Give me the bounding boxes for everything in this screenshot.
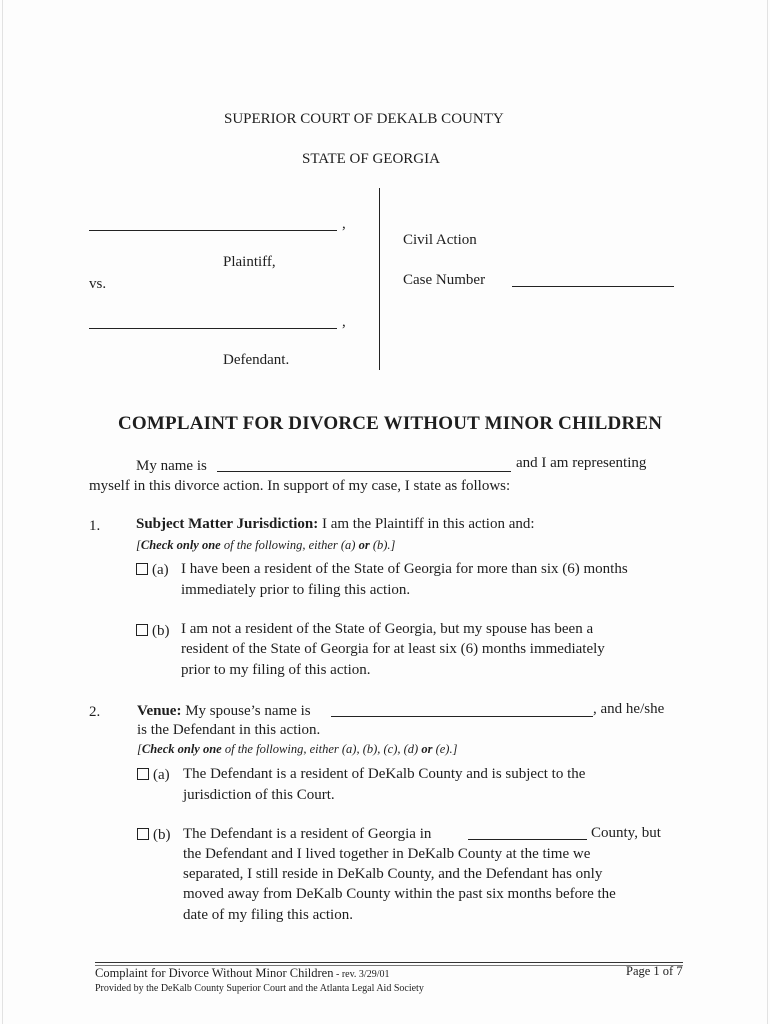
option-1a-label: (a) bbox=[152, 562, 169, 578]
option-1a-text-1: I have been a resident of the State of Georgia for more than six (6) months bbox=[181, 561, 628, 577]
instr2-or: or bbox=[421, 742, 433, 756]
footer-form-title bbox=[95, 966, 390, 981]
state-heading: STATE OF GEORGIA bbox=[302, 151, 440, 167]
section-1-heading-bold: Subject Matter Jurisdiction: bbox=[136, 516, 319, 532]
checkbox-2b[interactable] bbox=[137, 828, 149, 840]
section-2-option-b[interactable] bbox=[137, 827, 171, 844]
section-1-option-b[interactable] bbox=[136, 623, 170, 640]
footer-provided-by: Provided by the DeKalb County Superior Court and the Atlanta Legal Aid Society bbox=[95, 983, 424, 994]
instr2-open: [ bbox=[137, 742, 142, 756]
option-2a-text-1: The Defendant is a resident of DeKalb County and is subject to the bbox=[183, 766, 586, 782]
defendant-comma: , bbox=[342, 314, 346, 330]
option-2b-text-5: date of my filing this action. bbox=[183, 907, 353, 923]
scan-edge-right bbox=[767, 0, 768, 1024]
vs-label: vs. bbox=[89, 276, 107, 292]
section-1-option-a[interactable] bbox=[136, 562, 169, 579]
section-2-line-2: is the Defendant in this action. bbox=[137, 722, 321, 738]
section-2-option-a[interactable] bbox=[137, 767, 170, 784]
footer-revision: - rev. 3/29/01 bbox=[333, 969, 390, 980]
intro-representing: and I am representing bbox=[516, 455, 647, 471]
option-2b-text-2: the Defendant and I lived together in DeKalb County at the time we bbox=[183, 846, 591, 862]
section-2-heading-bold: Venue: bbox=[137, 703, 182, 719]
defendant-label: Defendant. bbox=[223, 352, 290, 368]
section-2-heading bbox=[137, 703, 311, 720]
option-1b-text-3: prior to my filing of this action. bbox=[181, 662, 371, 678]
option-1b-text-1: I am not a resident of the State of Georgia, but my spouse has been a bbox=[181, 621, 594, 637]
checkbox-1a[interactable] bbox=[136, 563, 148, 575]
caption-divider bbox=[379, 188, 380, 370]
instr2-bold: Check only one bbox=[141, 742, 222, 756]
section-2-instruction bbox=[137, 742, 457, 757]
section-2-heading-end: , and he/she bbox=[593, 701, 665, 717]
section-1-heading-rest: I am the Plaintiff in this action and: bbox=[318, 516, 535, 532]
section-1-number: 1. bbox=[89, 518, 101, 534]
option-2a-text-2: jurisdiction of this Court. bbox=[183, 787, 335, 803]
court-heading: SUPERIOR COURT OF DEKALB COUNTY bbox=[224, 111, 504, 127]
plaintiff-name-line[interactable] bbox=[89, 230, 337, 231]
intro-line-2: myself in this divorce action. In support of my case, I state as follows: bbox=[89, 478, 511, 494]
option-2b-label: (b) bbox=[153, 827, 171, 843]
instr-end: (b).] bbox=[369, 538, 396, 552]
footer-page-number: Page 1 of 7 bbox=[626, 964, 683, 978]
instr-mid: of the following, either (a) bbox=[220, 538, 359, 552]
option-2b-first-post: County, but bbox=[591, 825, 661, 841]
section-2-heading-rest: My spouse’s name is bbox=[181, 703, 311, 719]
section-1-instruction bbox=[136, 538, 395, 553]
option-1a-text-2: immediately prior to filing this action. bbox=[181, 582, 411, 598]
option-1b-label: (b) bbox=[152, 623, 170, 639]
scan-edge-left bbox=[2, 0, 3, 1024]
footer-rule bbox=[95, 962, 683, 963]
option-2b-text-4: moved away from DeKalb County within the past six months before the bbox=[183, 886, 616, 902]
checkbox-1b[interactable] bbox=[136, 624, 148, 636]
checkbox-2a[interactable] bbox=[137, 768, 149, 780]
instr-open: [ bbox=[136, 538, 141, 552]
section-1-heading bbox=[136, 516, 535, 533]
case-number-line[interactable] bbox=[512, 286, 674, 287]
instr2-mid: of the following, either (a), (b), (c), (d) bbox=[221, 742, 422, 756]
option-2b-first-pre: The Defendant is a resident of Georgia in bbox=[183, 826, 432, 842]
option-2b-text-3: separated, I still reside in DeKalb County, and the Defendant has only bbox=[183, 866, 603, 882]
my-name-line[interactable] bbox=[217, 471, 511, 472]
instr-or: or bbox=[358, 538, 370, 552]
plaintiff-comma: , bbox=[342, 216, 346, 232]
footer-title-text: Complaint for Divorce Without Minor Children bbox=[95, 966, 334, 980]
county-line[interactable] bbox=[468, 839, 587, 840]
defendant-name-line[interactable] bbox=[89, 328, 337, 329]
intro-my-name-is: My name is bbox=[136, 458, 207, 474]
civil-action-label: Civil Action bbox=[403, 232, 477, 248]
case-number-label: Case Number bbox=[403, 272, 486, 288]
document-title: COMPLAINT FOR DIVORCE WITHOUT MINOR CHILDREN bbox=[118, 413, 663, 434]
spouse-name-line[interactable] bbox=[331, 716, 593, 717]
instr2-end: (e).] bbox=[432, 742, 458, 756]
instr-bold: Check only one bbox=[140, 538, 221, 552]
plaintiff-label: Plaintiff, bbox=[223, 254, 276, 270]
option-2a-label: (a) bbox=[153, 767, 170, 783]
option-1b-text-2: resident of the State of Georgia for at least six (6) months immediately bbox=[181, 641, 605, 657]
section-2-number: 2. bbox=[89, 704, 101, 720]
